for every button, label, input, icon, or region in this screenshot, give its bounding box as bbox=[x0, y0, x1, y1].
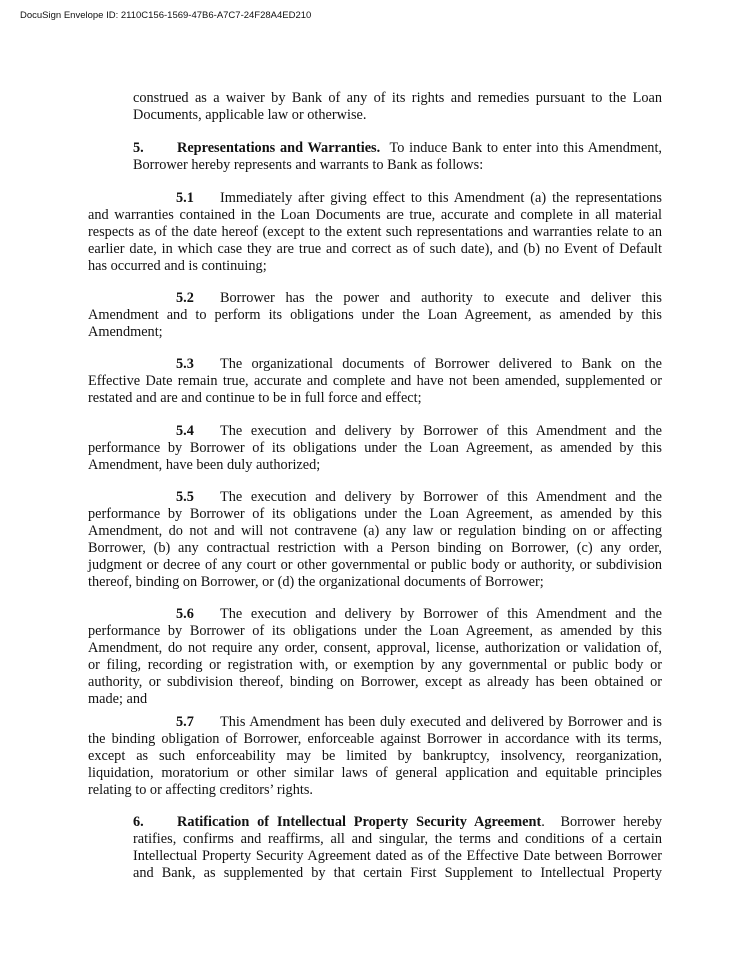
text-segment: To induce Bank to enter into this Amendment, bbox=[389, 140, 663, 156]
text-segment: Borrower hereby bbox=[560, 814, 662, 830]
text-line: earlier date, in which case they are true and correct as of such date), and (b) no Event of Default bbox=[88, 241, 662, 257]
text-line: relating to or affecting creditors’ rights. bbox=[88, 782, 313, 798]
subsection-number: 5.1 bbox=[176, 190, 194, 206]
docusign-envelope-id: DocuSign Envelope ID: 2110C156-1569-47B6-A7C7-24F28A4ED210 bbox=[20, 10, 312, 21]
subsection-first-line bbox=[176, 489, 662, 506]
text-line: Amendment; bbox=[88, 324, 163, 340]
text-line: restated and are and continue to be in full force and effect; bbox=[88, 390, 422, 406]
text-line: Documents, applicable law or otherwise. bbox=[133, 107, 367, 123]
text-line: performance by Borrower of its obligations under the Loan Agreement, as amended by this bbox=[88, 506, 662, 522]
text-line: except as such enforceability may be limited by bankruptcy, insolvency, reorganization, bbox=[88, 748, 662, 764]
text-line: Amendment, do not require any order, consent, approval, license, authorization or validation of, bbox=[88, 640, 662, 656]
text-line: liquidation, moratorium or other similar laws of general application and equitable principles bbox=[88, 765, 662, 781]
subsection-number: 5.3 bbox=[176, 356, 194, 372]
text-line: performance by Borrower of its obligations under the Loan Agreement, as amended by this bbox=[88, 440, 662, 456]
text-line: construed as a waiver by Bank of any of its rights and remedies pursuant to the Loan bbox=[133, 90, 662, 106]
subsection-first-line bbox=[176, 606, 662, 623]
subsection-number: 5.2 bbox=[176, 290, 194, 306]
subsection-first-line bbox=[176, 423, 662, 440]
subsection-first-line bbox=[176, 714, 662, 731]
text-segment: This Amendment has been duly executed and delivered by Borrower and is bbox=[220, 714, 662, 730]
text-line: performance by Borrower of its obligations under the Loan Agreement, as amended by this bbox=[88, 623, 662, 639]
text-segment: The organizational documents of Borrower delivered to Bank on the bbox=[220, 356, 662, 372]
subsection-first-line bbox=[176, 356, 662, 373]
text-line: Amendment, have been duly authorized; bbox=[88, 457, 321, 473]
section-number: 5. bbox=[133, 140, 144, 156]
section-heading: Ratification of Intellectual Property Security Agreement bbox=[177, 814, 542, 830]
heading-period: . bbox=[541, 814, 545, 830]
text-line: Intellectual Property Security Agreement dated as of the Effective Date between Borrower bbox=[133, 848, 662, 864]
text-line: made; and bbox=[88, 691, 148, 707]
section-number: 6. bbox=[133, 814, 144, 830]
text-line: the binding obligation of Borrower, enforceable against Borrower in accordance with its terms, bbox=[88, 731, 662, 747]
text-line: Amendment, do not and will not contravene (a) any law or regulation binding on or affecting bbox=[88, 523, 662, 539]
text-segment: Borrower has the power and authority to execute and deliver this bbox=[220, 290, 662, 306]
text-line: judgment or decree of any court or other governmental or public body or authority, or subdivision bbox=[88, 557, 662, 573]
text-line: Borrower, (b) any contractual restriction with a Person binding on Borrower, (c) any order, bbox=[88, 540, 662, 556]
subsection-number: 5.4 bbox=[176, 423, 194, 439]
text-line: thereof, binding on Borrower, or (d) the organizational documents of Borrower; bbox=[88, 574, 544, 590]
text-segment: The execution and delivery by Borrower of this Amendment and the bbox=[220, 423, 662, 439]
text-segment: The execution and delivery by Borrower of this Amendment and the bbox=[220, 489, 662, 505]
subsection-number: 5.6 bbox=[176, 606, 194, 622]
subsection-first-line bbox=[176, 290, 662, 307]
text-line: has occurred and is continuing; bbox=[88, 258, 267, 274]
subsection-number: 5.5 bbox=[176, 489, 194, 505]
text-line: ratifies, confirms and reaffirms, all and singular, the terms and conditions of a certain bbox=[133, 831, 662, 847]
text-segment: Immediately after giving effect to this Amendment (a) the representations bbox=[220, 190, 662, 206]
text-line: and warranties contained in the Loan Documents are true, accurate and complete in all material bbox=[88, 207, 662, 223]
text-segment: The execution and delivery by Borrower of this Amendment and the bbox=[220, 606, 662, 622]
text-line: authority, or subdivision thereof, binding on Borrower, except as already has been obtained or bbox=[88, 674, 662, 690]
subsection-first-line bbox=[176, 190, 662, 207]
text-line: Effective Date remain true, accurate and complete and have not been amended, supplemented or bbox=[88, 373, 662, 389]
text-line: respects as of the date hereof (except to the extent such representations and warranties relate to an bbox=[88, 224, 662, 240]
text-line: Amendment and to perform its obligations under the Loan Agreement, as amended by this bbox=[88, 307, 662, 323]
section-heading-line bbox=[133, 140, 662, 157]
text-line: and Bank, as supplemented by that certain First Supplement to Intellectual Property bbox=[133, 865, 662, 881]
text-line: Borrower hereby represents and warrants to Bank as follows: bbox=[133, 157, 484, 173]
subsection-number: 5.7 bbox=[176, 714, 194, 730]
text-line: or filing, recording or registration with, or exemption by any governmental or public body or bbox=[88, 657, 662, 673]
section-heading: Representations and Warranties. bbox=[177, 140, 381, 156]
section-heading-line bbox=[133, 814, 662, 831]
